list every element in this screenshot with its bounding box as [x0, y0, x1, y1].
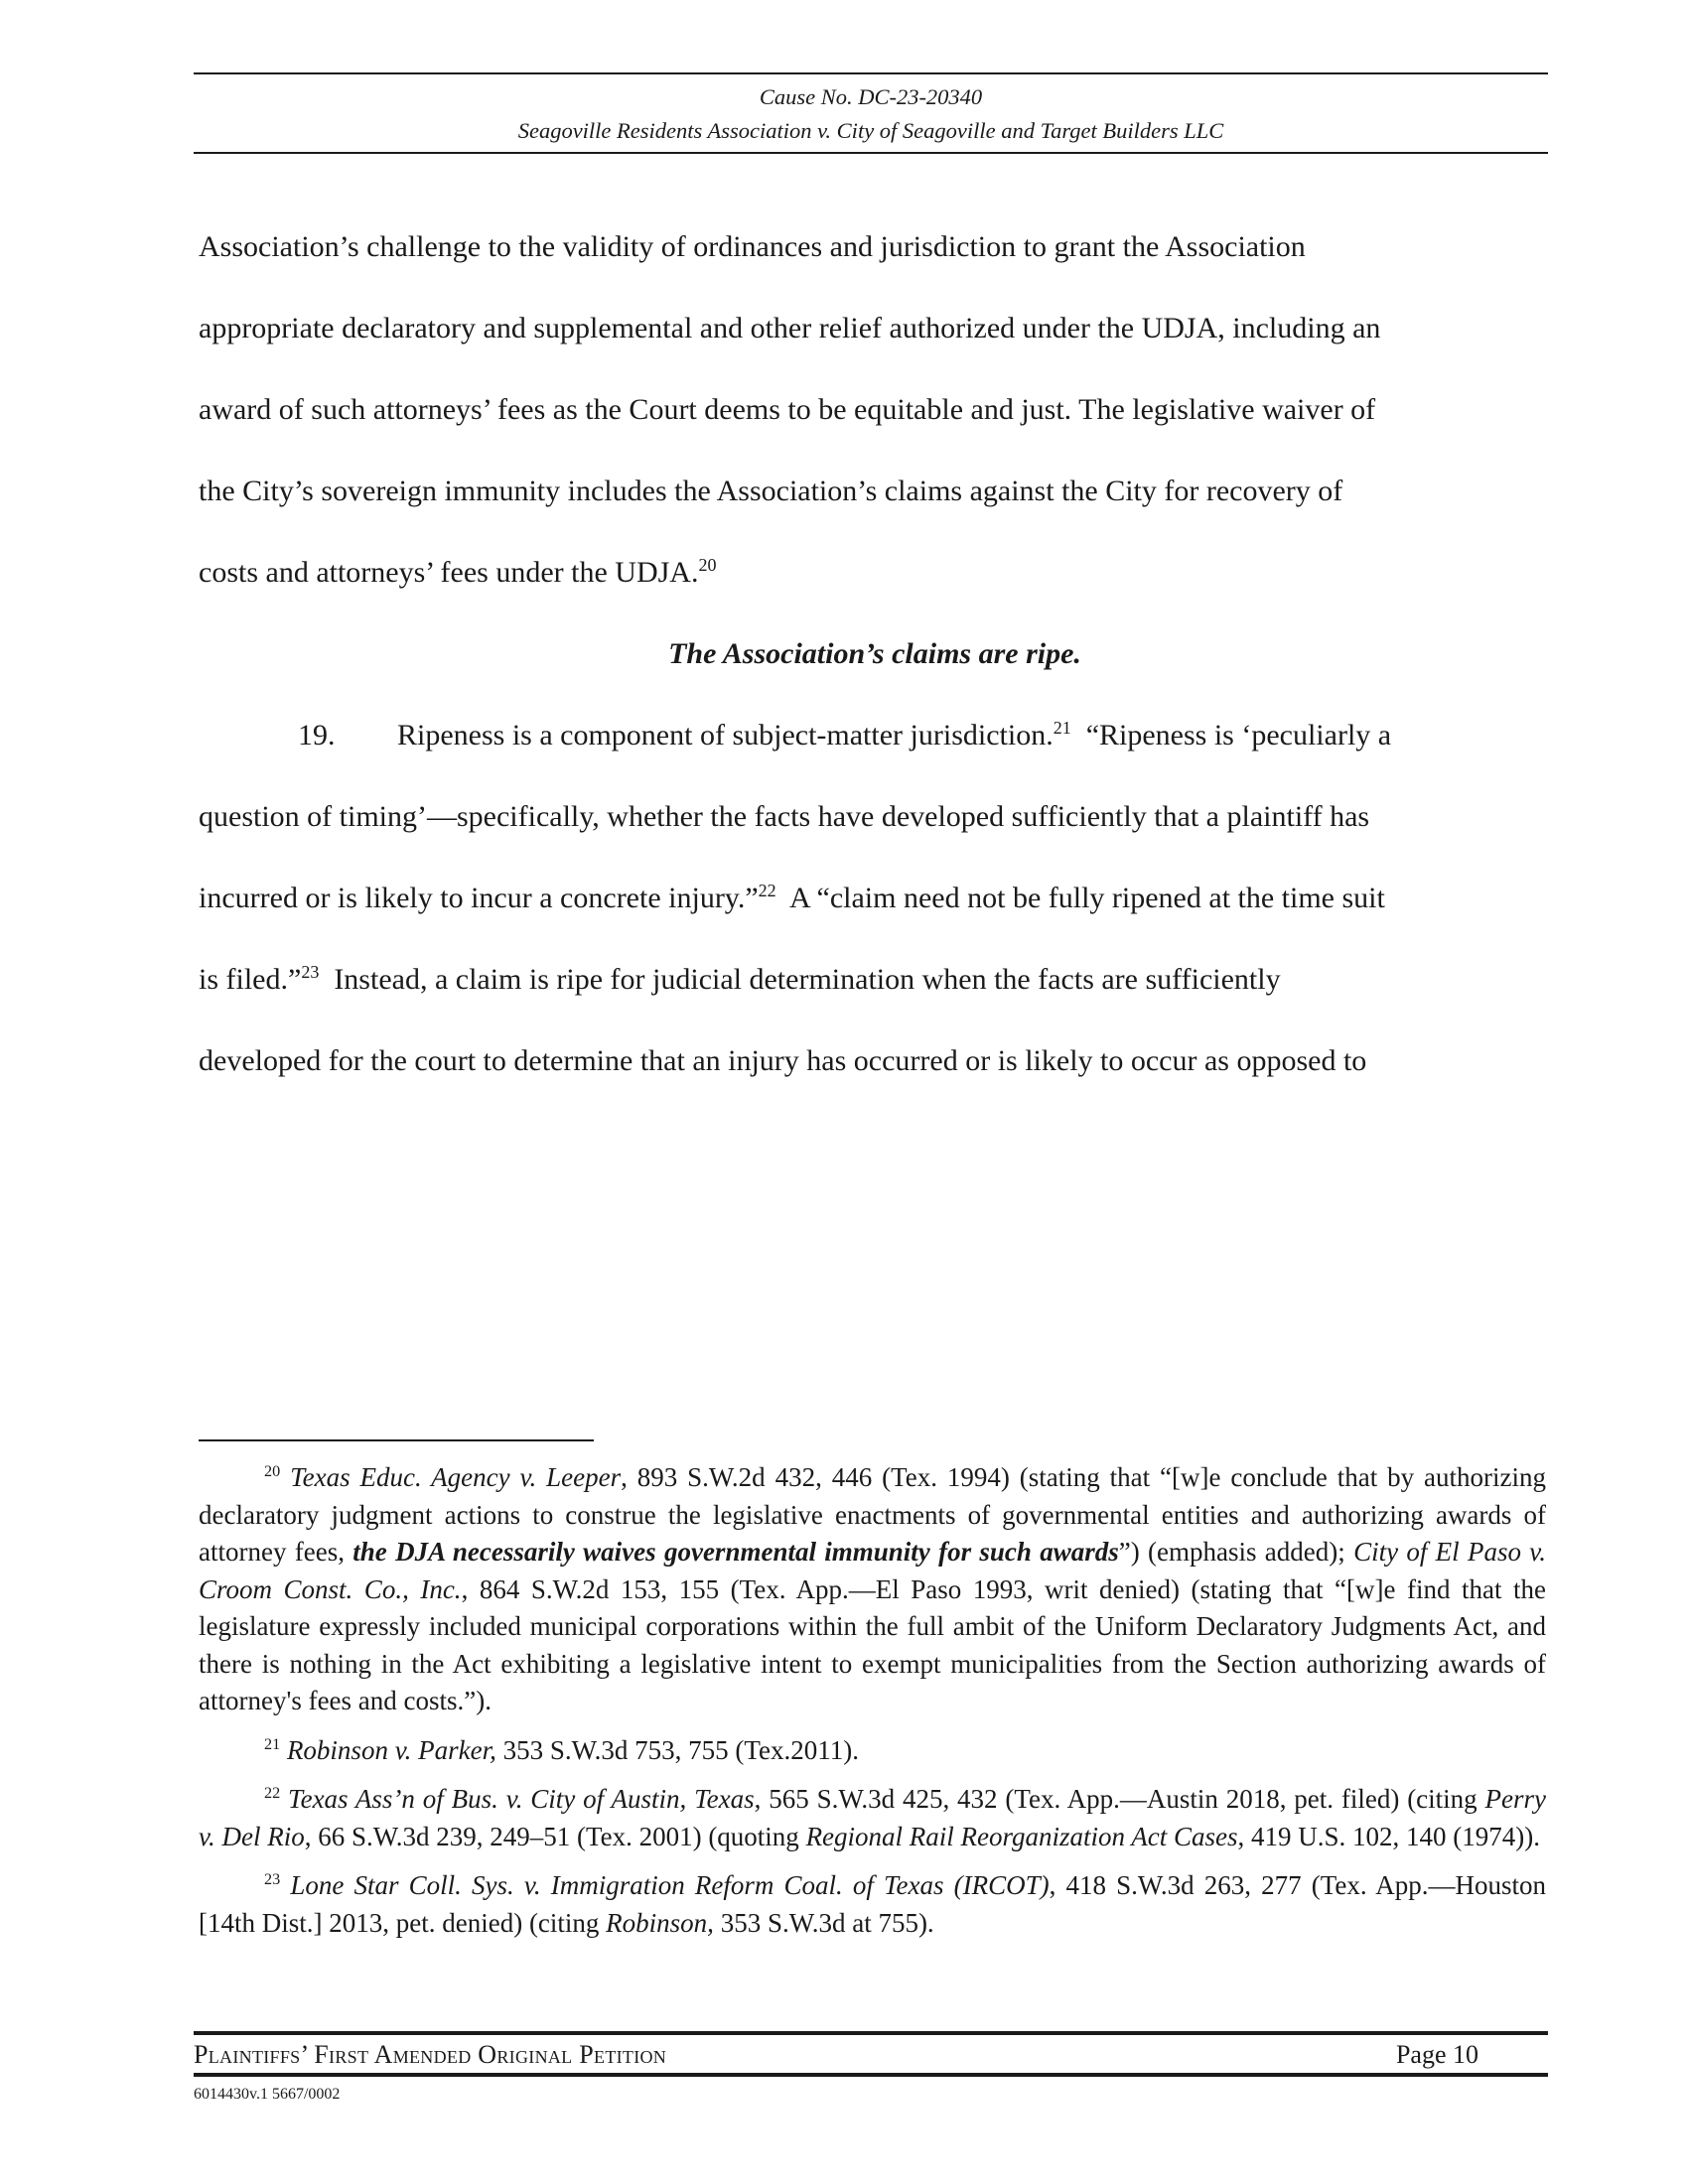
cause-number: Cause No. DC-23-20340 — [759, 84, 983, 109]
footnote-22 — [199, 1781, 1546, 1855]
case-name: Regional Rail Reorganization Act Cases — [805, 1821, 1238, 1851]
document-id: 6014430v.1 5667/0002 — [194, 2086, 341, 2103]
document-title: Plaintiffs’ First Amended Original Petition — [194, 2040, 667, 2069]
sentence-text: “Ripeness is ‘peculiarly a — [1070, 719, 1392, 751]
body-line-text: costs and attorneys’ fees under the UDJA. — [199, 556, 699, 589]
sentence-text: Instead, a claim is ripe for judicial determination when the facts are sufficiently — [319, 963, 1281, 996]
paragraph-19-line-4 — [199, 939, 1551, 1021]
paragraph-19-line-2: question of timing’—specifically, whether the facts have developed sufficiently that a plaintiff has — [199, 800, 1370, 833]
body-line — [199, 532, 1551, 614]
case-name: Texas Ass’n of Bus. v. City of Austin, Texas — [288, 1784, 755, 1814]
footnote-number: 22 — [264, 1784, 281, 1802]
section-heading: The Association’s claims are ripe. — [668, 637, 1081, 670]
footnote-text: 353 S.W.3d at 755). — [713, 1907, 934, 1938]
footnote-text: , 893 S.W.2d 432, 446 (Tex. 1994) (stating that “[w]e conclude that by authorizing declaratory judgment actions to construe the legislative enactments of governmental entities and authorizing awards of attorney fees, — [199, 1462, 1547, 1567]
case-name: Robinson v. Parker, — [286, 1734, 496, 1765]
footnotes — [199, 1459, 1546, 1954]
footnote-number: 20 — [264, 1462, 281, 1480]
footnote-text: , 418 S.W.3d 263, 277 (Tex. App.—Houston [14th Dist.] 2013, pet. denied) (citing — [199, 1870, 1547, 1938]
footnote-20 — [199, 1459, 1546, 1720]
sentence-text: A “claim need not be fully ripened at the time suit — [775, 882, 1385, 914]
footnote-ref-23[interactable]: 23 — [301, 962, 320, 982]
paragraph-19-line-1 — [199, 695, 1551, 776]
body-line: appropriate declaratory and supplemental and other relief authorized under the UDJA, including an — [199, 312, 1381, 344]
footnote-ref-21[interactable]: 21 — [1053, 718, 1071, 738]
footnote-text: , 565 S.W.3d 425, 432 (Tex. App.—Austin 2018, pet. filed) (citing — [754, 1784, 1485, 1814]
paragraph-number: 19. — [298, 719, 336, 751]
paragraph-19-line-3 — [199, 858, 1551, 939]
emphasized-text: the DJA necessarily waives governmental immunity for such awards — [352, 1537, 1119, 1567]
body-line: Association’s challenge to the validity of ordinances and jurisdiction to grant the Association — [199, 230, 1306, 263]
running-footer — [194, 2031, 1548, 2107]
case-name: Robinson, — [606, 1907, 714, 1938]
footnote-ref-22[interactable]: 22 — [758, 881, 776, 900]
header-top-rule — [194, 72, 1548, 74]
footnote-text: , 864 S.W.2d 153, 155 (Tex. App.—El Paso 1993, writ denied) (stating that “[w]e find that the legislature expressly included municipal corporations within the full ambit of the Uniform Declaratory Judgments Act, and there is nothing in the Act exhibiting a legislative intent to exempt municipalities from the Section authorizing awards of attorney's fees and costs.”). — [199, 1573, 1546, 1715]
footnote-text: ”) (emphasis added); — [1118, 1537, 1354, 1567]
footer-bottom-rule — [194, 2073, 1548, 2077]
case-name: Lone Star Coll. Sys. v. Immigration Reform Coal. of Texas (IRCOT) — [290, 1870, 1050, 1900]
body-text — [199, 206, 1551, 1102]
case-name: Texas Educ. Agency v. Leeper — [290, 1462, 622, 1492]
body-line: the City’s sovereign immunity includes the Association’s claims against the City for recovery of — [199, 475, 1343, 507]
footer-row — [194, 2037, 1548, 2073]
body-line: award of such attorneys’ fees as the Court deems to be equitable and just. The legislative waiver of — [199, 393, 1376, 426]
footnote-ref-20[interactable]: 20 — [698, 555, 717, 575]
paragraph-19-line-5: developed for the court to determine that an injury has occurred or is likely to occur as opposed to — [199, 1044, 1367, 1077]
footnote-21 — [199, 1732, 1546, 1770]
sentence-text: Ripeness is a component of subject-matter jurisdiction. — [397, 719, 1054, 751]
sentence-text: is filed.” — [199, 963, 302, 996]
sentence-text: incurred or is likely to incur a concrete injury.” — [199, 882, 759, 914]
footer-top-rule — [194, 2031, 1548, 2035]
case-caption: Seagoville Residents Association v. City of Seagoville and Target Builders LLC — [517, 118, 1224, 143]
footnote-separator — [199, 1439, 594, 1441]
footnote-text: 353 S.W.3d 753, 755 (Tex.2011). — [495, 1734, 859, 1765]
footnote-number: 23 — [264, 1870, 281, 1888]
header-bottom-rule — [194, 152, 1548, 154]
case-name: Perry v. Del Rio — [199, 1784, 1547, 1851]
case-name: City of El Paso v. Croom Const. Co., Inc. — [199, 1537, 1546, 1604]
footnote-23 — [199, 1867, 1546, 1942]
running-header — [194, 72, 1548, 154]
footnote-text: , 66 S.W.3d 239, 249–51 (Tex. 2001) (quoting — [304, 1821, 806, 1851]
footnote-text: , 419 U.S. 102, 140 (1974)). — [1237, 1821, 1541, 1851]
footnote-number: 21 — [264, 1734, 281, 1753]
page-number: Page 10 — [1395, 2040, 1478, 2069]
